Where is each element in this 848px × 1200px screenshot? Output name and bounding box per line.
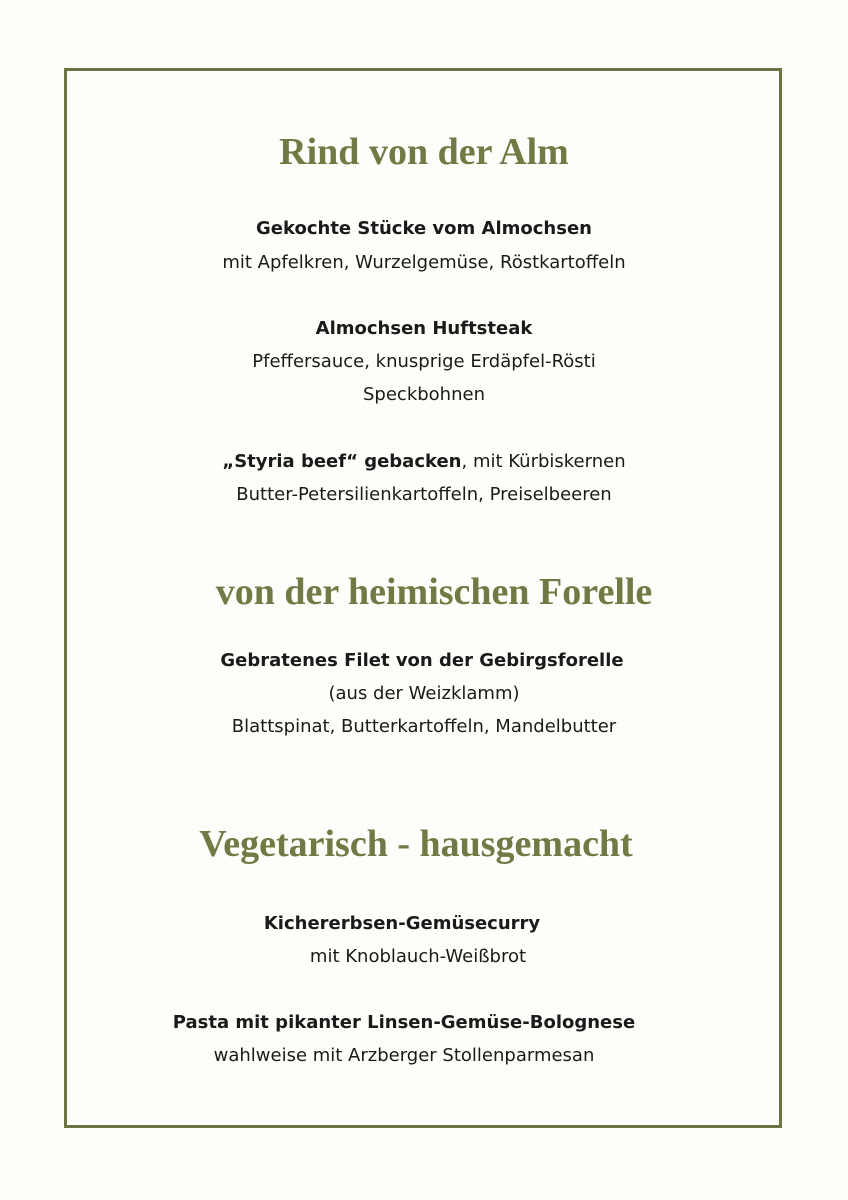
section-heading-forelle: von der heimischen Forelle — [215, 571, 653, 613]
dish-name: Almochsen Huftsteak — [315, 318, 533, 339]
dish-name: Kichererbsen-Gemüsecurry — [263, 913, 541, 934]
dish-description: Speckbohnen — [363, 384, 485, 405]
dish-name-suffix: , mit Kürbiskernen — [461, 451, 626, 472]
dish-description: mit Knoblauch-Weißbrot — [309, 946, 527, 967]
dish-name: „Styria beef“ gebacken — [222, 451, 462, 472]
dish-description: Butter-Petersilienkartoffeln, Preiselbeeren — [236, 484, 612, 505]
dish-description: Blattspinat, Butterkartoffeln, Mandelbutter — [231, 716, 617, 737]
dish-name: Gekochte Stücke vom Almochsen — [256, 218, 592, 239]
dish-name: Gebratenes Filet von der Gebirgsforelle — [220, 650, 624, 671]
dish-name: Pasta mit pikanter Linsen-Gemüse-Bolognese — [172, 1012, 636, 1033]
dish-title-line — [0, 451, 848, 473]
section-heading-vegetarisch: Vegetarisch - hausgemacht — [199, 823, 633, 865]
dish-description: (aus der Weizklamm) — [328, 683, 520, 704]
section-heading-rind: Rind von der Alm — [279, 131, 569, 173]
dish-description: mit Apfelkren, Wurzelgemüse, Röstkartoffeln — [222, 252, 626, 273]
dish-description: Pfeffersauce, knusprige Erdäpfel-Rösti — [252, 351, 596, 372]
dish-description: wahlweise mit Arzberger Stollenparmesan — [213, 1045, 595, 1066]
